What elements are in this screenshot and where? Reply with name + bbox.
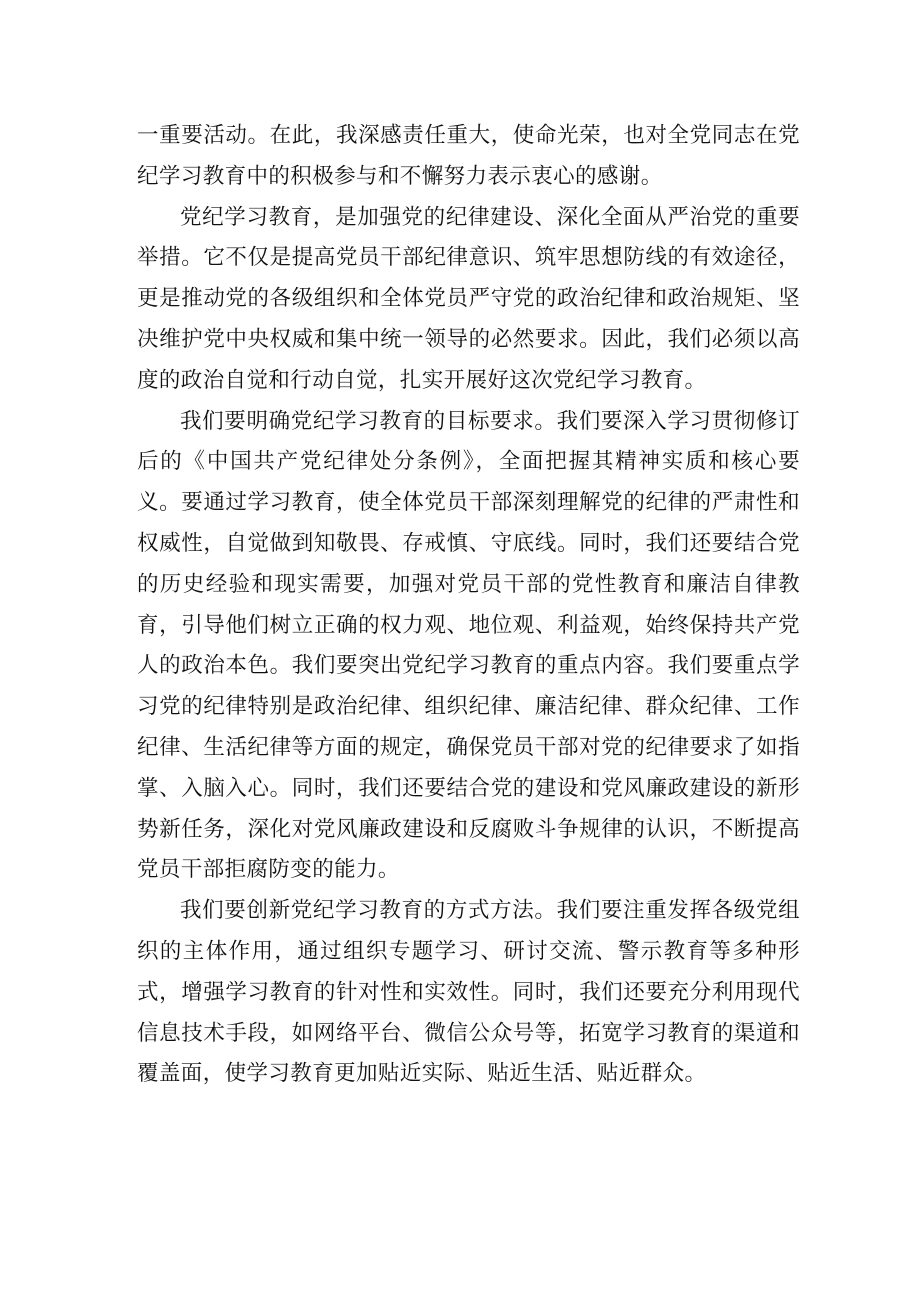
document-body	[137, 116, 800, 1095]
paragraph-methods: 我们要创新党纪学习教育的方式方法。我们要注重发挥各级党组织的主体作用，通过组织专题学习、研讨交流、警示教育等多种形式，增强学习教育的针对性和实效性。同时，我们还要充分利用现代信息技术手段，如网络平台、微信公众号等，拓宽学习教育的渠道和覆盖面，使学习教育更加贴近实际、贴近生活、贴近群众。	[137, 898, 800, 1087]
paragraph-party-discipline-education: 党纪学习教育，是加强党的纪律建设、深化全面从严治党的重要举措。它不仅是提高党员干部纪律意识、筑牢思想防线的有效途径，更是推动党的各级组织和全体党员严守党的政治纪律和政治规矩、坚决维护党中央权威和集中统一领导的必然要求。因此，我们必须以高度的政治自觉和行动自觉，扎实开展好这次党纪学习教育。	[137, 204, 800, 393]
paragraph-goals-and-content: 我们要明确党纪学习教育的目标要求。我们要深入学习贯彻修订后的《中国共产党纪律处分条例》，全面把握其精神实质和核心要义。要通过学习教育，使全体党员干部深刻理解党的纪律的严肃性和权威性，自觉做到知敬畏、存戒慎、守底线。同时，我们还要结合党的历史经验和现实需要，加强对党员干部的党性教育和廉洁自律教育，引导他们树立正确的权力观、地位观、利益观，始终保持共产党人的政治本色。我们要突出党纪学习教育的重点内容。我们要重点学习党的纪律特别是政治纪律、组织纪律、廉洁纪律、群众纪律、工作纪律、生活纪律等方面的规定，确保党员干部对党的纪律要求了如指掌、入脑入心。同时，我们还要结合党的建设和党风廉政建设的新形势新任务，深化对党风廉政建设和反腐败斗争规律的认识，不断提高党员干部拒腐防变的能力。	[137, 408, 800, 883]
paragraph-continuation: 一重要活动。在此，我深感责任重大，使命光荣，也对全党同志在党纪学习教育中的积极参与和不懈努力表示衷心的感谢。	[137, 123, 800, 189]
